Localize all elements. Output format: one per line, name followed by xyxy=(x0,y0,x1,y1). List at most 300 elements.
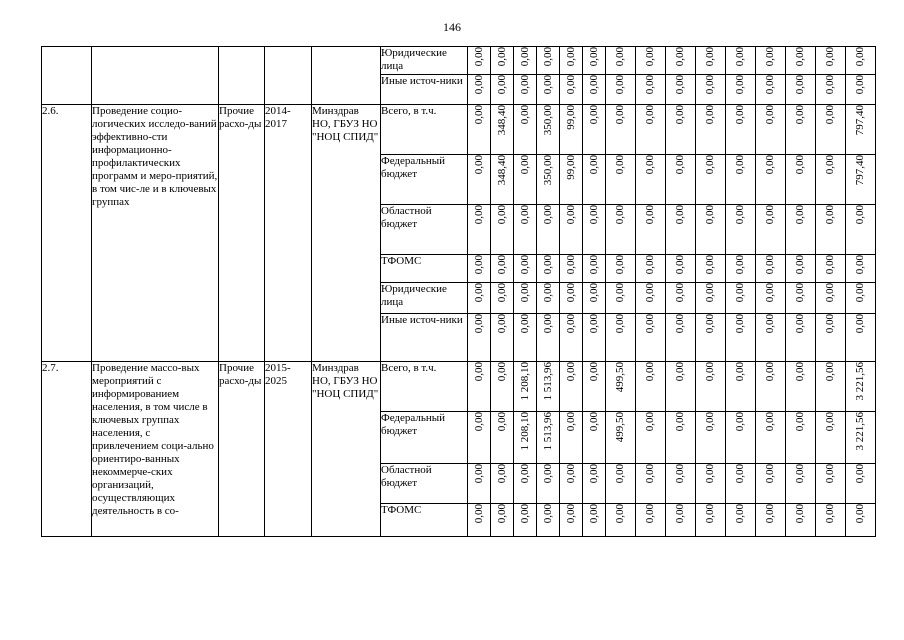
value-text: 0,00 xyxy=(644,283,656,303)
value-cell xyxy=(606,155,636,205)
value-cell xyxy=(846,412,876,464)
value-text: 0,00 xyxy=(734,47,746,67)
value-cell xyxy=(726,362,756,412)
value-cell xyxy=(560,412,583,464)
budget-table xyxy=(41,46,876,537)
value-cell xyxy=(786,283,816,314)
value-text: 1 208,10 xyxy=(518,362,531,401)
value-text: 0,00 xyxy=(472,255,485,275)
value-text: 1 208,10 xyxy=(518,412,531,451)
value-cell xyxy=(756,412,786,464)
source-cell: Всего, в т.ч. xyxy=(381,105,468,155)
value-text: 0,00 xyxy=(587,314,600,334)
value-text: 0,00 xyxy=(472,283,485,303)
item-period: 2014-2017 xyxy=(265,105,312,362)
item-number: 2.7. xyxy=(42,362,92,537)
value-cell xyxy=(786,412,816,464)
value-text: 0,00 xyxy=(824,47,836,67)
value-cell xyxy=(696,105,726,155)
value-text: 0,00 xyxy=(518,75,531,95)
value-text: 0,00 xyxy=(518,464,531,484)
value-cell xyxy=(537,504,560,537)
value-text: 0,00 xyxy=(734,155,746,175)
value-text: 0,00 xyxy=(824,412,836,432)
value-text: 797,40 xyxy=(854,105,866,136)
value-text: 0,00 xyxy=(587,47,600,67)
value-cell xyxy=(560,314,583,362)
value-text: 3 221,56 xyxy=(854,412,866,451)
value-text: 0,00 xyxy=(734,314,746,334)
value-cell xyxy=(606,255,636,283)
value-cell xyxy=(514,314,537,362)
value-text: 0,00 xyxy=(614,314,626,334)
value-text: 0,00 xyxy=(564,75,577,95)
value-text: 0,00 xyxy=(518,255,531,275)
page-number: 146 xyxy=(443,20,461,34)
value-text: 0,00 xyxy=(824,283,836,303)
value-cell xyxy=(606,283,636,314)
value-cell xyxy=(583,412,606,464)
value-text: 0,00 xyxy=(644,504,656,524)
value-text: 0,00 xyxy=(541,47,554,67)
source-cell: ТФОМС xyxy=(381,255,468,283)
value-text: 1 513,96 xyxy=(541,412,554,451)
value-text: 0,00 xyxy=(704,155,716,175)
value-cell xyxy=(666,105,696,155)
value-text: 0,00 xyxy=(764,105,776,125)
value-cell xyxy=(666,314,696,362)
value-cell xyxy=(786,255,816,283)
value-cell xyxy=(756,362,786,412)
value-text: 0,00 xyxy=(734,504,746,524)
value-cell xyxy=(636,155,666,205)
value-text: 0,00 xyxy=(854,283,866,303)
value-text: 0,00 xyxy=(764,47,776,67)
value-cell xyxy=(786,464,816,504)
value-cell xyxy=(468,504,491,537)
value-text: 0,00 xyxy=(518,47,531,67)
value-cell xyxy=(468,105,491,155)
value-text: 0,00 xyxy=(704,283,716,303)
item-executor: Минздрав НО, ГБУЗ НО "НОЦ СПИД" xyxy=(312,105,381,362)
value-cell xyxy=(786,504,816,537)
value-cell xyxy=(636,105,666,155)
value-cell xyxy=(583,504,606,537)
value-cell xyxy=(756,283,786,314)
value-text: 0,00 xyxy=(614,205,626,225)
value-cell xyxy=(514,155,537,205)
value-text: 0,00 xyxy=(541,504,554,524)
value-cell xyxy=(726,75,756,105)
value-text: 0,00 xyxy=(704,255,716,275)
value-text: 0,00 xyxy=(472,464,485,484)
value-cell xyxy=(583,362,606,412)
value-cell xyxy=(560,504,583,537)
value-text: 3 221,56 xyxy=(854,362,866,401)
value-text: 0,00 xyxy=(472,205,485,225)
value-text: 0,00 xyxy=(674,283,686,303)
value-cell xyxy=(468,255,491,283)
empty-cell xyxy=(42,47,92,105)
value-text: 0,00 xyxy=(564,47,577,67)
value-text: 0,00 xyxy=(564,362,577,382)
value-text: 0,00 xyxy=(472,155,485,175)
table-body xyxy=(42,47,876,537)
value-text: 0,00 xyxy=(734,205,746,225)
empty-cell xyxy=(92,47,219,105)
value-cell xyxy=(756,75,786,105)
source-cell: ТФОМС xyxy=(381,504,468,537)
value-cell xyxy=(786,75,816,105)
value-text: 0,00 xyxy=(794,255,806,275)
value-cell xyxy=(514,205,537,255)
value-cell xyxy=(666,47,696,75)
value-text: 0,00 xyxy=(541,255,554,275)
value-cell xyxy=(636,464,666,504)
value-text: 0,00 xyxy=(674,362,686,382)
value-cell xyxy=(491,255,514,283)
value-text: 0,00 xyxy=(764,362,776,382)
value-text: 0,00 xyxy=(564,504,577,524)
value-cell xyxy=(816,283,846,314)
value-cell xyxy=(491,314,514,362)
value-cell xyxy=(726,283,756,314)
value-cell xyxy=(468,283,491,314)
value-cell xyxy=(606,504,636,537)
value-text: 0,00 xyxy=(674,464,686,484)
value-text: 99,00 xyxy=(564,155,577,180)
value-text: 0,00 xyxy=(495,362,508,382)
value-text: 350,00 xyxy=(541,155,554,186)
value-cell xyxy=(583,155,606,205)
value-text: 0,00 xyxy=(674,412,686,432)
value-cell xyxy=(636,283,666,314)
value-cell xyxy=(537,155,560,205)
value-text: 0,00 xyxy=(495,47,508,67)
value-cell xyxy=(846,75,876,105)
value-text: 0,00 xyxy=(518,105,531,125)
expense-type: Прочие расхо-ды xyxy=(219,362,265,537)
value-text: 0,00 xyxy=(614,255,626,275)
value-text: 0,00 xyxy=(614,47,626,67)
value-cell xyxy=(537,75,560,105)
value-cell xyxy=(537,314,560,362)
value-cell xyxy=(726,412,756,464)
value-cell xyxy=(514,504,537,537)
value-text: 0,00 xyxy=(495,504,508,524)
value-cell xyxy=(726,47,756,75)
value-text: 0,00 xyxy=(704,47,716,67)
value-cell xyxy=(816,255,846,283)
value-cell xyxy=(816,155,846,205)
value-cell xyxy=(696,155,726,205)
value-text: 0,00 xyxy=(674,205,686,225)
value-text: 350,00 xyxy=(541,105,554,136)
value-text: 0,00 xyxy=(854,205,866,225)
value-cell xyxy=(816,47,846,75)
value-cell xyxy=(537,47,560,75)
value-text: 0,00 xyxy=(518,283,531,303)
value-cell xyxy=(786,155,816,205)
value-text: 0,00 xyxy=(704,464,716,484)
value-text: 0,00 xyxy=(794,464,806,484)
value-cell xyxy=(606,362,636,412)
value-cell xyxy=(491,412,514,464)
value-text: 0,00 xyxy=(704,105,716,125)
value-cell xyxy=(514,255,537,283)
value-text: 0,00 xyxy=(764,75,776,95)
value-text: 0,00 xyxy=(764,314,776,334)
value-cell xyxy=(537,362,560,412)
value-text: 0,00 xyxy=(764,464,776,484)
value-cell xyxy=(816,464,846,504)
value-text: 0,00 xyxy=(541,205,554,225)
value-cell xyxy=(468,412,491,464)
value-text: 0,00 xyxy=(614,105,626,125)
value-text: 0,00 xyxy=(541,314,554,334)
value-cell xyxy=(786,314,816,362)
value-cell xyxy=(606,205,636,255)
value-text: 0,00 xyxy=(541,464,554,484)
value-cell xyxy=(666,75,696,105)
value-text: 0,00 xyxy=(495,75,508,95)
value-cell xyxy=(696,283,726,314)
value-text: 0,00 xyxy=(794,504,806,524)
value-cell xyxy=(846,105,876,155)
value-text: 0,00 xyxy=(824,362,836,382)
value-text: 0,00 xyxy=(764,205,776,225)
empty-cell xyxy=(265,47,312,105)
value-text: 0,00 xyxy=(587,155,600,175)
item-period: 2015-2025 xyxy=(265,362,312,537)
value-text: 0,00 xyxy=(644,155,656,175)
source-cell: Федеральный бюджет xyxy=(381,155,468,205)
value-text: 0,00 xyxy=(704,314,716,334)
value-cell xyxy=(583,75,606,105)
source-cell: Областной бюджет xyxy=(381,205,468,255)
value-cell xyxy=(636,255,666,283)
value-cell xyxy=(786,362,816,412)
value-cell xyxy=(696,504,726,537)
value-text: 0,00 xyxy=(564,205,577,225)
value-cell xyxy=(756,105,786,155)
value-text: 797,40 xyxy=(854,155,866,186)
value-cell xyxy=(846,283,876,314)
value-text: 0,00 xyxy=(495,283,508,303)
value-text: 0,00 xyxy=(674,155,686,175)
value-cell xyxy=(514,105,537,155)
value-cell xyxy=(786,47,816,75)
value-text: 0,00 xyxy=(704,504,716,524)
value-text: 0,00 xyxy=(564,412,577,432)
source-cell: Всего, в т.ч. xyxy=(381,362,468,412)
value-text: 0,00 xyxy=(587,255,600,275)
value-cell xyxy=(491,205,514,255)
value-text: 0,00 xyxy=(518,155,531,175)
value-cell xyxy=(726,314,756,362)
value-cell xyxy=(666,283,696,314)
value-text: 0,00 xyxy=(472,412,485,432)
value-cell xyxy=(696,362,726,412)
value-cell xyxy=(583,47,606,75)
value-text: 0,00 xyxy=(824,504,836,524)
value-text: 0,00 xyxy=(704,362,716,382)
value-cell xyxy=(636,362,666,412)
value-text: 0,00 xyxy=(704,75,716,95)
value-cell xyxy=(560,283,583,314)
value-cell xyxy=(756,155,786,205)
value-cell xyxy=(786,105,816,155)
value-cell xyxy=(636,314,666,362)
expense-type: Прочие расхо-ды xyxy=(219,105,265,362)
value-cell xyxy=(514,47,537,75)
value-cell xyxy=(846,155,876,205)
value-text: 0,00 xyxy=(674,314,686,334)
value-text: 0,00 xyxy=(495,205,508,225)
value-text: 0,00 xyxy=(614,155,626,175)
value-text: 0,00 xyxy=(587,464,600,484)
value-text: 0,00 xyxy=(674,47,686,67)
value-text: 0,00 xyxy=(794,47,806,67)
value-cell xyxy=(560,255,583,283)
value-cell xyxy=(514,412,537,464)
value-cell xyxy=(666,362,696,412)
value-text: 0,00 xyxy=(824,205,836,225)
value-text: 0,00 xyxy=(518,314,531,334)
value-cell xyxy=(816,412,846,464)
value-text: 0,00 xyxy=(764,504,776,524)
value-text: 0,00 xyxy=(587,205,600,225)
value-text: 0,00 xyxy=(541,75,554,95)
value-cell xyxy=(756,314,786,362)
value-cell xyxy=(560,105,583,155)
value-cell xyxy=(636,504,666,537)
value-text: 0,00 xyxy=(734,464,746,484)
value-cell xyxy=(636,205,666,255)
value-cell xyxy=(468,362,491,412)
value-text: 0,00 xyxy=(472,362,485,382)
value-text: 0,00 xyxy=(794,205,806,225)
value-text: 0,00 xyxy=(472,504,485,524)
source-cell: Областной бюджет xyxy=(381,464,468,504)
value-cell xyxy=(726,464,756,504)
value-text: 0,00 xyxy=(644,464,656,484)
value-cell xyxy=(816,75,846,105)
value-text: 0,00 xyxy=(824,105,836,125)
value-cell xyxy=(786,205,816,255)
value-cell xyxy=(636,75,666,105)
value-text: 0,00 xyxy=(587,105,600,125)
value-cell xyxy=(583,105,606,155)
value-cell xyxy=(537,412,560,464)
value-cell xyxy=(846,362,876,412)
value-cell xyxy=(696,47,726,75)
value-cell xyxy=(816,105,846,155)
value-cell xyxy=(666,155,696,205)
value-cell xyxy=(666,205,696,255)
item-name: Проведение социо-логических исследо-ваний эффективно-сти информационно-профилактических программ и меро-приятий, в том чис-ле и в ключевых группах xyxy=(92,105,219,362)
value-cell xyxy=(468,155,491,205)
value-text: 0,00 xyxy=(472,75,485,95)
value-cell xyxy=(756,205,786,255)
value-text: 0,00 xyxy=(854,464,866,484)
value-cell xyxy=(696,205,726,255)
value-text: 0,00 xyxy=(794,362,806,382)
value-cell xyxy=(583,205,606,255)
value-cell xyxy=(491,47,514,75)
value-text: 0,00 xyxy=(564,255,577,275)
source-cell: Юридические лица xyxy=(381,47,468,75)
value-text: 0,00 xyxy=(764,255,776,275)
value-cell xyxy=(846,205,876,255)
value-cell xyxy=(560,205,583,255)
value-cell xyxy=(756,504,786,537)
value-cell xyxy=(468,47,491,75)
value-text: 0,00 xyxy=(824,155,836,175)
value-cell xyxy=(726,255,756,283)
value-cell xyxy=(726,155,756,205)
table-row xyxy=(42,47,876,75)
value-text: 0,00 xyxy=(472,314,485,334)
value-cell xyxy=(491,283,514,314)
value-text: 0,00 xyxy=(674,75,686,95)
value-cell xyxy=(537,283,560,314)
value-text: 0,00 xyxy=(674,255,686,275)
value-text: 0,00 xyxy=(495,314,508,334)
table-row xyxy=(42,105,876,155)
value-text: 0,00 xyxy=(794,75,806,95)
value-text: 0,00 xyxy=(704,412,716,432)
value-cell xyxy=(514,75,537,105)
value-cell xyxy=(696,255,726,283)
value-cell xyxy=(816,504,846,537)
value-cell xyxy=(846,255,876,283)
value-text: 0,00 xyxy=(587,504,600,524)
value-cell xyxy=(606,75,636,105)
value-cell xyxy=(726,504,756,537)
value-text: 0,00 xyxy=(564,283,577,303)
value-cell xyxy=(696,464,726,504)
value-text: 0,00 xyxy=(764,412,776,432)
value-cell xyxy=(491,362,514,412)
value-text: 0,00 xyxy=(824,75,836,95)
value-text: 0,00 xyxy=(644,314,656,334)
value-text: 0,00 xyxy=(614,504,626,524)
value-text: 0,00 xyxy=(614,464,626,484)
source-cell: Иные источ-ники xyxy=(381,75,468,105)
value-text: 0,00 xyxy=(495,255,508,275)
source-cell: Федеральный бюджет xyxy=(381,412,468,464)
value-cell xyxy=(560,155,583,205)
value-cell xyxy=(846,464,876,504)
value-cell xyxy=(846,504,876,537)
value-cell xyxy=(816,205,846,255)
value-cell xyxy=(514,362,537,412)
value-cell xyxy=(816,362,846,412)
value-text: 0,00 xyxy=(734,75,746,95)
value-cell xyxy=(846,314,876,362)
value-text: 0,00 xyxy=(564,314,577,334)
value-text: 0,00 xyxy=(824,314,836,334)
value-cell xyxy=(491,504,514,537)
value-cell xyxy=(583,255,606,283)
value-text: 0,00 xyxy=(587,75,600,95)
value-text: 0,00 xyxy=(854,314,866,334)
value-cell xyxy=(491,464,514,504)
value-text: 0,00 xyxy=(854,255,866,275)
value-cell xyxy=(666,412,696,464)
value-text: 0,00 xyxy=(495,412,508,432)
